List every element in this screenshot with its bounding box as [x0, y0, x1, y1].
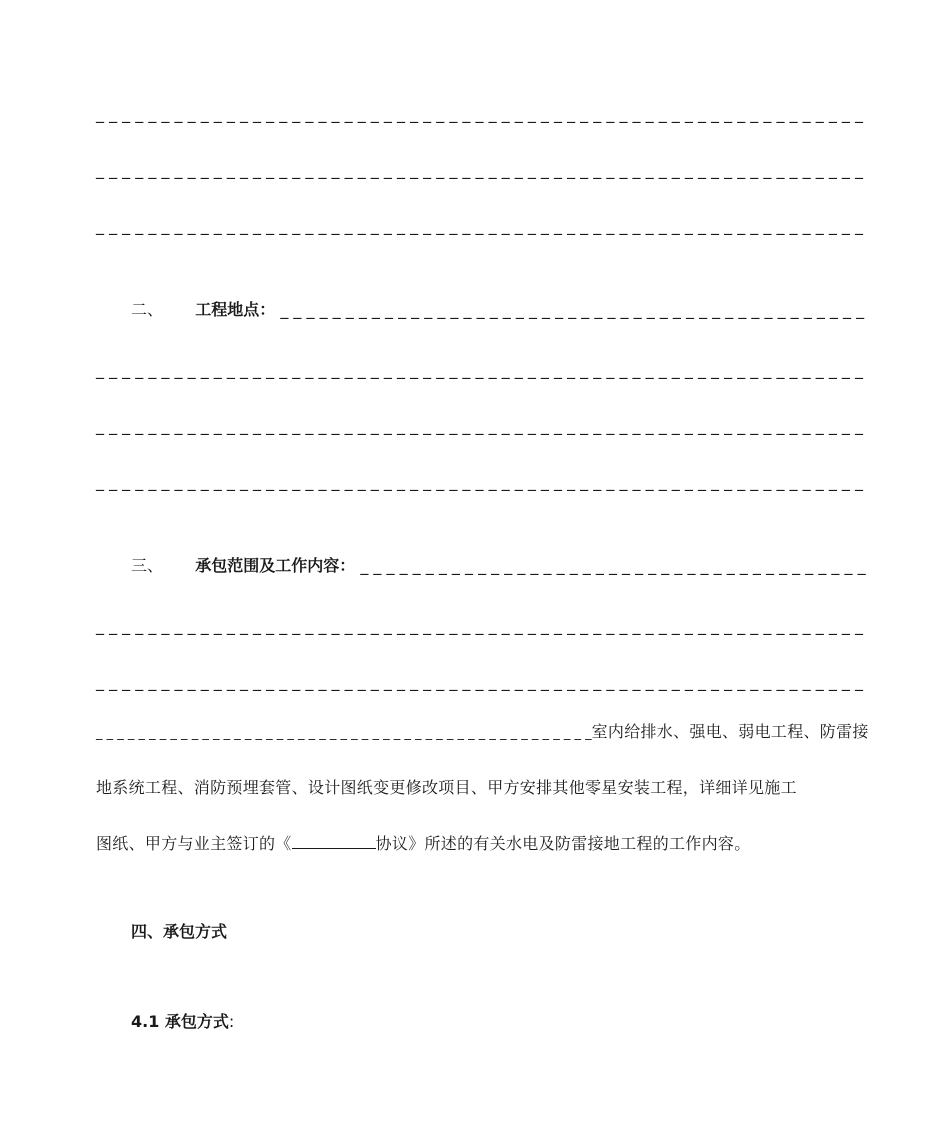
section-2-heading-row [131, 298, 864, 322]
subsection-colon: : [228, 1012, 235, 1031]
section-4-1-heading [131, 1010, 234, 1034]
dashed-fill-text: _ _ _ _ _ _ _ _ _ _ _ _ _ _ _ _ _ _ _ _ _ _ _ _ _ _ _ _ _ _ _ _ _ _ _ _ _ _ _ [360, 556, 866, 575]
scope-text: 协议》所述的有关水电及防雷接地工程的工作内容。 [375, 834, 751, 853]
dashed-fill-line [96, 670, 863, 694]
dashed-fill-text: _ _ _ _ _ _ _ _ _ _ _ _ _ _ _ _ _ _ _ _ _ _ _ _ _ _ _ _ _ _ _ _ _ _ _ _ _ _ _ _ _ _ _ _ _ _ _ _ _ _ _ _ _ _ _ _ _ _ _ [96, 216, 863, 235]
section-number: 二、 [131, 300, 164, 319]
section-4-heading [131, 920, 227, 944]
section-title: 四、承包方式 [131, 922, 228, 941]
section-number: 三、 [131, 556, 164, 575]
dashed-fill-text: _ _ _ _ _ _ _ _ _ _ _ _ _ _ _ _ _ _ _ _ _ _ _ _ _ _ _ _ _ _ _ _ _ _ _ _ _ _ _ _ _ _ _ _ _ _ _ _ _ _ _ _ _ _ _ _ _ _ _ [96, 416, 863, 435]
dashed-fill-text: _ _ _ _ _ _ _ _ _ _ _ _ _ _ _ _ _ _ _ _ _ _ _ _ _ _ _ _ _ _ _ _ _ _ _ _ _ _ _ _ _ _ _ _ _ _ _ [96, 726, 592, 741]
dashed-fill-line [96, 470, 863, 494]
dashed-fill-line [96, 102, 863, 126]
scope-text-line-1 [96, 720, 869, 746]
dashed-fill-text: _ _ _ _ _ _ _ _ _ _ _ _ _ _ _ _ _ _ _ _ _ _ _ _ _ _ _ _ _ _ _ _ _ _ _ _ _ _ _ _ _ _ _ _ _ _ _ _ _ _ _ _ _ _ _ _ _ _ _ [96, 616, 863, 635]
section-3-heading-row [131, 554, 866, 578]
dashed-fill-text: _ _ _ _ _ _ _ _ _ _ _ _ _ _ _ _ _ _ _ _ _ _ _ _ _ _ _ _ _ _ _ _ _ _ _ _ _ _ _ _ _ _ _ _ _ _ _ _ _ _ _ _ _ _ _ _ _ _ _ [96, 104, 863, 123]
dashed-fill-text: _ _ _ _ _ _ _ _ _ _ _ _ _ _ _ _ _ _ _ _ _ _ _ _ _ _ _ _ _ _ _ _ _ _ _ _ _ _ _ _ _ _ _ _ _ _ _ _ _ _ _ _ _ _ _ _ _ _ _ [96, 472, 863, 491]
dashed-fill-line [96, 414, 863, 438]
scope-text: 室内给排水、强电、弱电工程、防雷接 [591, 722, 869, 741]
dashed-fill-text: _ _ _ _ _ _ _ _ _ _ _ _ _ _ _ _ _ _ _ _ _ _ _ _ _ _ _ _ _ _ _ _ _ _ _ _ _ _ _ _ _ _ _ _ _ _ _ _ _ _ _ _ _ _ _ _ _ _ _ [96, 360, 863, 379]
scope-text: 图纸、甲方与业主签订的《 [96, 834, 292, 853]
scope-text-line-2 [96, 776, 797, 800]
dashed-fill-text: _ _ _ _ _ _ _ _ _ _ _ _ _ _ _ _ _ _ _ _ _ _ _ _ _ _ _ _ _ _ _ _ _ _ _ _ _ _ _ _ _ _ _ _ _ _ _ _ _ _ _ _ _ _ _ _ _ _ _ [96, 160, 863, 179]
dashed-fill-line [96, 214, 863, 238]
dashed-fill-text: _ _ _ _ _ _ _ _ _ _ _ _ _ _ _ _ _ _ _ _ _ _ _ _ _ _ _ _ _ _ _ _ _ _ _ _ _ _ _ _ _ _ _ _ _ [280, 300, 865, 319]
scope-text-line-3 [96, 832, 751, 856]
dashed-fill-line [96, 614, 863, 638]
subsection-title: 4.1 承包方式 [131, 1012, 229, 1031]
agreement-name-blank[interactable] [292, 832, 376, 849]
section-title: 承包范围及工作内容： [195, 556, 356, 575]
dashed-fill-text: _ _ _ _ _ _ _ _ _ _ _ _ _ _ _ _ _ _ _ _ _ _ _ _ _ _ _ _ _ _ _ _ _ _ _ _ _ _ _ _ _ _ _ _ _ _ _ _ _ _ _ _ _ _ _ _ _ _ _ [96, 672, 863, 691]
dashed-fill-line [96, 358, 863, 382]
scope-text: 地系统工程、消防预埋套管、设计图纸变更修改项目、甲方安排其他零星安装工程，详细详见施工 [96, 778, 797, 797]
dashed-fill-line [96, 158, 863, 182]
section-title: 工程地点： [195, 300, 276, 319]
